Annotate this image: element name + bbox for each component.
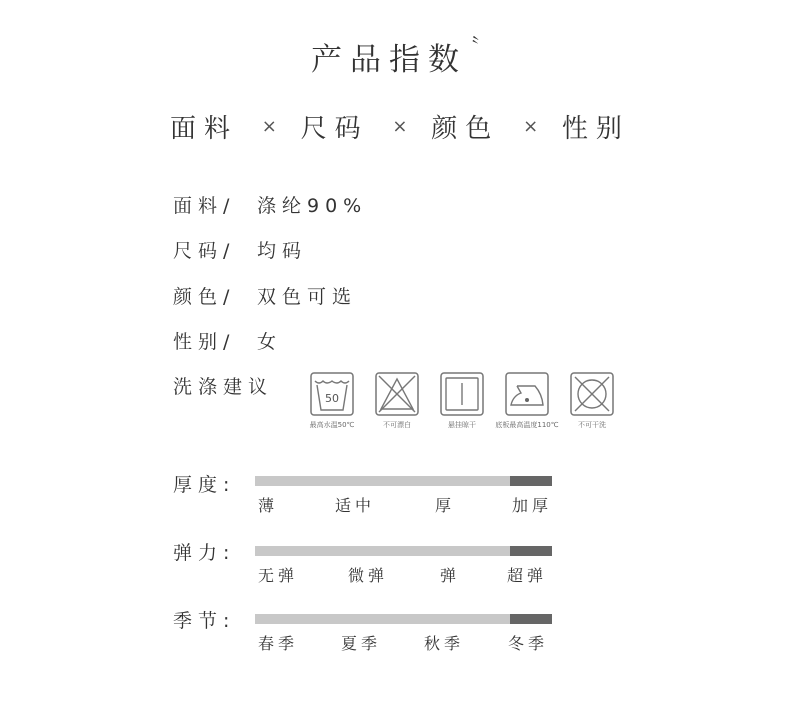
wash-caption: 底板最高温度110℃ xyxy=(495,421,559,429)
scale-options-thickness xyxy=(258,493,558,515)
washing-label: 洗涤建议 xyxy=(173,376,274,398)
spec-row-color xyxy=(173,282,357,309)
scale-bar-selected xyxy=(510,476,552,486)
scale-option: 微弹 xyxy=(348,566,389,585)
wash-item xyxy=(363,372,431,430)
spec-value: 均码 xyxy=(257,240,308,262)
category-separator: × xyxy=(392,116,408,137)
category-strip xyxy=(170,108,630,145)
scale-bar-thickness xyxy=(255,476,552,486)
title-quote-mark: 〝 xyxy=(461,36,479,57)
hang-dry-icon xyxy=(440,372,484,416)
spec-value: 女 xyxy=(257,331,283,353)
category-gender: 性别 xyxy=(561,114,630,144)
scale-option: 无弹 xyxy=(258,566,299,585)
scale-option-selected: 冬季 xyxy=(508,634,549,653)
scale-options-season xyxy=(258,631,558,653)
category-fabric: 面料 xyxy=(170,114,239,144)
spec-label: 颜色/ xyxy=(173,286,236,308)
scale-option: 秋季 xyxy=(424,634,465,653)
scale-option-selected: 加厚 xyxy=(512,496,553,515)
scale-option: 适中 xyxy=(335,496,376,515)
page-title-text: 产品指数 xyxy=(311,42,467,78)
washing-icons xyxy=(298,372,623,430)
wash-item xyxy=(558,372,626,430)
category-separator: × xyxy=(523,116,539,137)
scale-option: 厚 xyxy=(435,496,456,515)
no-bleach-icon xyxy=(375,372,419,416)
scale-bar-season xyxy=(255,614,552,624)
wash-tub-50-icon xyxy=(310,372,354,416)
spec-value: 涤纶90% xyxy=(257,195,368,217)
spec-row-gender xyxy=(173,327,282,354)
scale-label-thickness: 厚度: xyxy=(173,474,236,496)
spec-value: 双色可选 xyxy=(257,286,358,308)
spec-label: 尺码/ xyxy=(173,240,236,262)
wash-temp-text: 50 xyxy=(325,392,339,405)
wash-caption: 不可漂白 xyxy=(383,421,411,429)
page-title xyxy=(0,34,790,79)
scale-option-selected: 超弹 xyxy=(507,566,548,585)
wash-caption: 悬挂晾干 xyxy=(448,421,476,429)
no-dry-clean-icon xyxy=(570,372,614,416)
iron-icon xyxy=(505,372,549,416)
scale-options-elasticity xyxy=(258,563,558,585)
spec-row-size xyxy=(173,236,307,263)
scale-option: 春季 xyxy=(258,634,299,653)
scale-option: 弹 xyxy=(440,566,461,585)
wash-caption: 最高水温50℃ xyxy=(309,421,355,429)
category-color: 颜色 xyxy=(431,114,500,144)
wash-item xyxy=(428,372,496,430)
scale-option: 薄 xyxy=(258,496,279,515)
scale-bar-selected xyxy=(510,614,552,624)
category-size: 尺码 xyxy=(300,114,369,144)
scale-bar-selected xyxy=(510,546,552,556)
wash-caption: 不可干洗 xyxy=(578,421,606,429)
scale-label-season: 季节: xyxy=(173,610,236,632)
spec-label: 性别/ xyxy=(173,331,236,353)
wash-item xyxy=(493,372,561,430)
spec-label: 面料/ xyxy=(173,195,236,217)
scale-option: 夏季 xyxy=(341,634,382,653)
spec-row-fabric xyxy=(173,191,367,218)
scale-bar-elasticity xyxy=(255,546,552,556)
category-separator: × xyxy=(261,116,277,137)
wash-item xyxy=(298,372,366,430)
scale-label-elasticity: 弹力: xyxy=(173,542,236,564)
